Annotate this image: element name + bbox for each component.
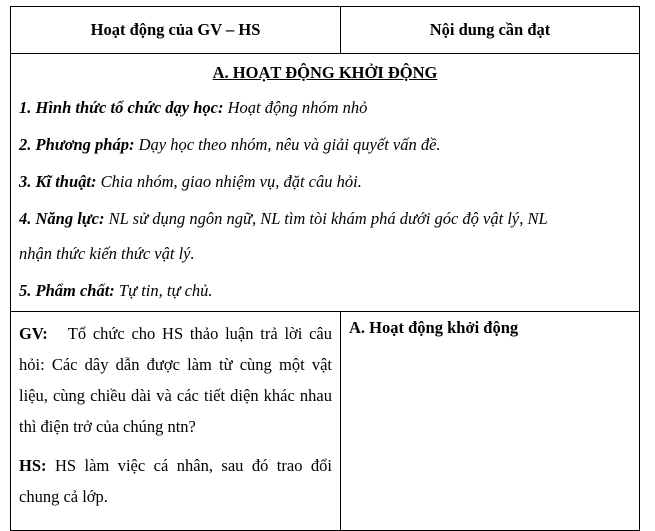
activity-description-cell bbox=[11, 312, 341, 531]
activity-content-cell bbox=[341, 312, 640, 531]
item-label: 3. Kĩ thuật: bbox=[19, 172, 97, 191]
table-header-row bbox=[11, 7, 640, 54]
item-label: 2. Phương pháp: bbox=[19, 135, 135, 154]
item-value: Tự tin, tự chủ. bbox=[118, 281, 213, 300]
hs-paragraph bbox=[19, 450, 332, 512]
gv-paragraph bbox=[19, 318, 332, 442]
hs-text: HS làm việc cá nhân, sau đó trao đổi chung cả lớp. bbox=[19, 456, 332, 506]
item-competency bbox=[19, 209, 631, 264]
item-value: Hoạt động nhóm nhỏ bbox=[227, 98, 368, 117]
gv-text: Tổ chức cho HS thảo luận trả lời câu hỏi: Các dây dẫn được làm từ cùng một vật liệu, cùng chiều dài và các tiết diện khác nhau thì điện trở của chúng ntn? bbox=[19, 324, 333, 436]
item-value: NL sử dụng ngôn ngữ, NL tìm tòi khám phá dưới góc độ vật lý, NL bbox=[108, 209, 548, 228]
item-quality bbox=[19, 281, 631, 301]
item-label: 4. Năng lực: bbox=[19, 209, 105, 228]
item-label: 1. Hình thức tổ chức dạy học: bbox=[19, 98, 224, 117]
gv-label: GV: bbox=[19, 324, 48, 343]
section-title: A. HOẠT ĐỘNG KHỞI ĐỘNG bbox=[212, 63, 438, 82]
header-teacher-student-activity: Hoạt động của GV – HS bbox=[11, 7, 341, 54]
section-cell bbox=[11, 54, 640, 312]
hs-label: HS: bbox=[19, 456, 47, 475]
activity-row bbox=[11, 312, 640, 531]
item-value: Dạy học theo nhóm, nêu và giải quyết vấn đề. bbox=[138, 135, 441, 154]
item-teaching-form bbox=[19, 98, 631, 118]
item-value: Chia nhóm, giao nhiệm vụ, đặt câu hỏi. bbox=[100, 172, 362, 191]
header-required-content: Nội dung cần đạt bbox=[341, 7, 640, 54]
item-technique bbox=[19, 172, 631, 192]
item-value-continued: nhận thức kiến thức vật lý. bbox=[19, 244, 195, 263]
item-method bbox=[19, 135, 631, 155]
content-title: A. Hoạt động khởi động bbox=[349, 318, 519, 337]
lesson-plan-table bbox=[10, 6, 640, 531]
section-row bbox=[11, 54, 640, 312]
item-label: 5. Phẩm chất: bbox=[19, 281, 115, 300]
